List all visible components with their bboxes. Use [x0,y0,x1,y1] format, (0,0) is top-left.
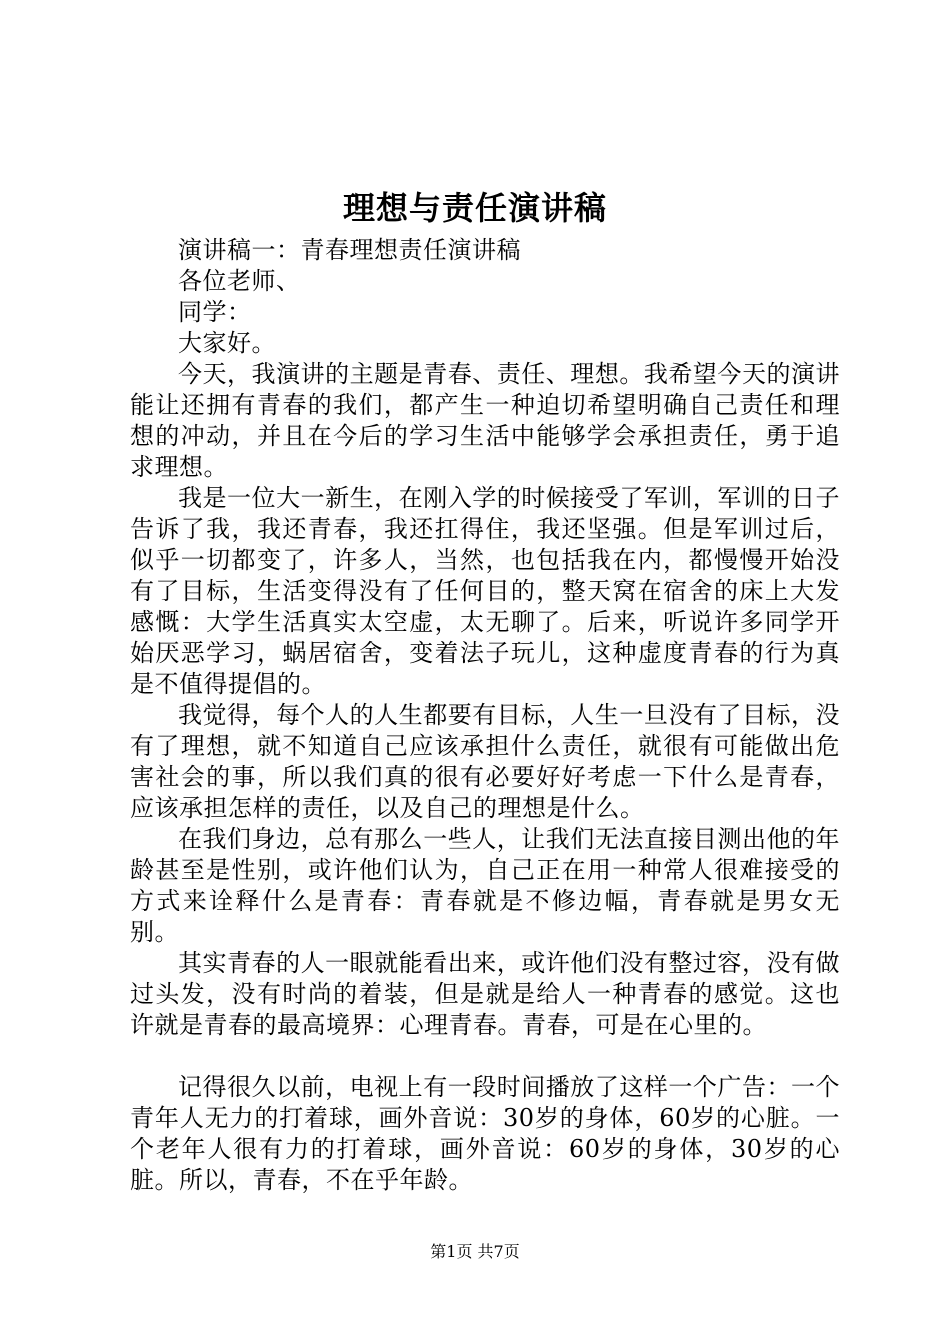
paragraph-salutation-students: 同学： [178,298,252,326]
page-number-footer: 第1页 共7页 [430,1242,520,1261]
paragraph-goals: 我觉得，每个人的人生都要有目标，人生一旦没有了目标，没有了理想，就不知道自己应该承担什么责任，就很有可能做出危害社会的事，所以我们真的很有必要好好考虑一下什么是青春，应该承担怎样的责任，以及自己的理想是什么。 [130,701,840,822]
paragraph-speech-heading: 演讲稿一：青春理想责任演讲稿 [178,236,521,264]
paragraph-military-training: 我是一位大一新生，在刚入学的时候接受了军训，军训的日子告诉了我，我还青春，我还扛得住，我还坚强。但是军训过后，似乎一切都变了，许多人，当然，也包括我在内，都慢慢开始没有了目标，生活变得没有了任何目的，整天窝在宿舍的床上大发感慨：大学生活真实太空虚，太无聊了。后来，听说许多同学开始厌恶学习，蜗居宿舍，变着法子玩儿，这种虚度青春的行为真是不值得提倡的。 [130,484,840,698]
paragraph-around-us: 在我们身边，总有那么一些人，让我们无法直接目测出他的年龄甚至是性别，或许他们认为，自己正在用一种常人很难接受的方式来诠释什么是青春：青春就是不修边幅，青春就是男女无别。 [130,825,840,946]
paragraph-advertisement: 记得很久以前，电视上有一段时间播放了这样一个广告：一个青年人无力的打着球，画外音说：30岁的身体，60岁的心脏。一个老年人很有力的打着球，画外音说：60岁的身体，30岁的心脏。所以，青春，不在乎年龄。 [130,1073,840,1194]
paragraph-greeting: 大家好。 [178,329,276,357]
paragraph-topic: 今天，我演讲的主题是青春、责任、理想。我希望今天的演讲能让还拥有青春的我们，都产生一种迫切希望明确自己责任和理想的冲动，并且在今后的学习生活中能够学会承担责任，勇于追求理想。 [130,360,840,481]
paragraph-youthful-heart: 其实青春的人一眼就能看出来，或许他们没有整过容，没有做过头发，没有时尚的着装，但是就是给人一种青春的感觉。这也许就是青春的最高境界：心理青春。青春，可是在心里的。 [130,949,840,1039]
document-body [130,235,840,1196]
paragraph-salutation-teachers: 各位老师、 [178,267,301,295]
document-title: 理想与责任演讲稿 [342,189,607,227]
